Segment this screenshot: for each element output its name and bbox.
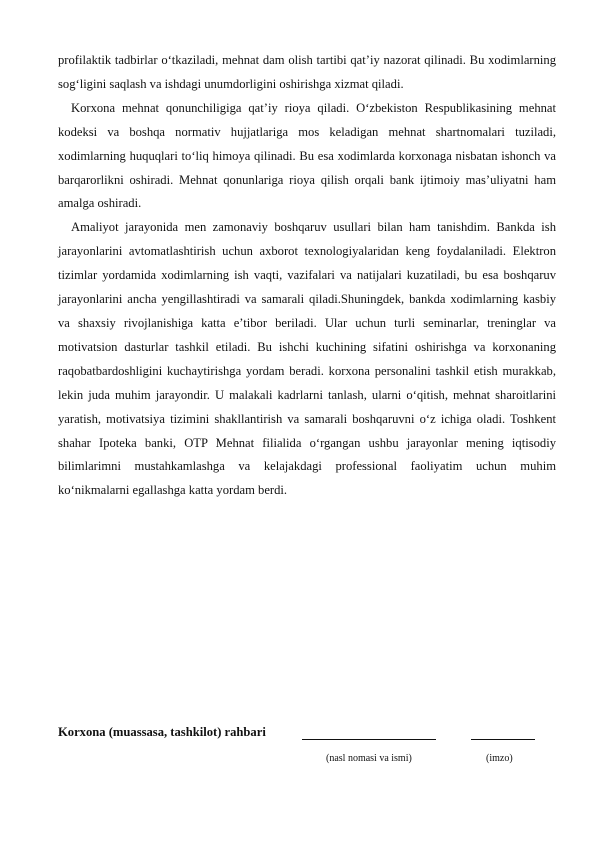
- name-caption: (nasl nomasi va ismi): [326, 753, 412, 764]
- signature-label: Korxona (muassasa, tashkilot) rahbari: [58, 725, 266, 739]
- paragraph-1: profilaktik tadbirlar o‘tkaziladi, mehnat dam olish tartibi qat’iy nazorat qilinadi. Bu xodimlarning sog‘ligini saqlash va ishdagi unumdorligini oshirishga xizmat qiladi.: [58, 53, 556, 91]
- sign-caption: (imzo): [486, 753, 513, 764]
- paragraph-2: Korxona mehnat qonunchiligiga qat’iy rioya qiladi. O‘zbekiston Respublikasining mehnat kodeksi va boshqa normativ hujjatlariga mos keladigan mehnat shartnomalari tuziladi, xodimlarning huquqlari to‘liq himoya qilinadi. Bu esa xodimlarda korxonaga nisbatan ishonch va barqarorlikni oshiradi. Mehnat qonunlariga rioya qilish orqali bank ijtimoiy mas’uliyatni ham amalga oshiradi.: [58, 100, 556, 211]
- name-signature-line: [302, 739, 436, 740]
- paragraph-3: Amaliyot jarayonida men zamonaviy boshqaruv usullari bilan ham tanishdim. Bankda ish jarayonlarini avtomatlashtirish uchun axborot texnologiyalaridan keng foydalaniladi. Elektron tizimlar yordamida xodimlarning ish vaqti, vazifalari va natijalari kuzatiladi, bu esa boshqaruv jarayonlarini ancha yengillashtiradi va samarali qiladi.Shuningdek, bankda xodimlarning kasbiy va shaxsiy rivojlanishiga katta e’tibor beriladi. Ular uchun turli seminarlar, treninglar va motivatsion dasturlar tashkil etiladi. Bu ishchi kuchining sifatini oshirishga va korxonaning raqobatbardoshligini kuchaytirishga yordam beradi. korxona personalini tashkil etish murakkab, lekin juda muhim jarayondir. U malakali kadrlarni tanlash, ularni o‘qitish, mehnat sharoitlarini yaratish, motivatsiya tizimini shakllantirish va samarali boshqaruvni o‘z ichiga oladi. Toshkent shahar Ipoteka banki, OTP Mehnat filialida o‘rgangan ushbu jarayonlar mening iqtisodiy bilimlarimni mustahkamlashga va kelajakdagi professional faoliyatim uchun muhim ko‘nikmalarni egallashga katta yordam berdi.: [58, 220, 556, 498]
- signature-block: [58, 725, 556, 765]
- document-body: [58, 49, 556, 503]
- sign-signature-line: [471, 739, 535, 740]
